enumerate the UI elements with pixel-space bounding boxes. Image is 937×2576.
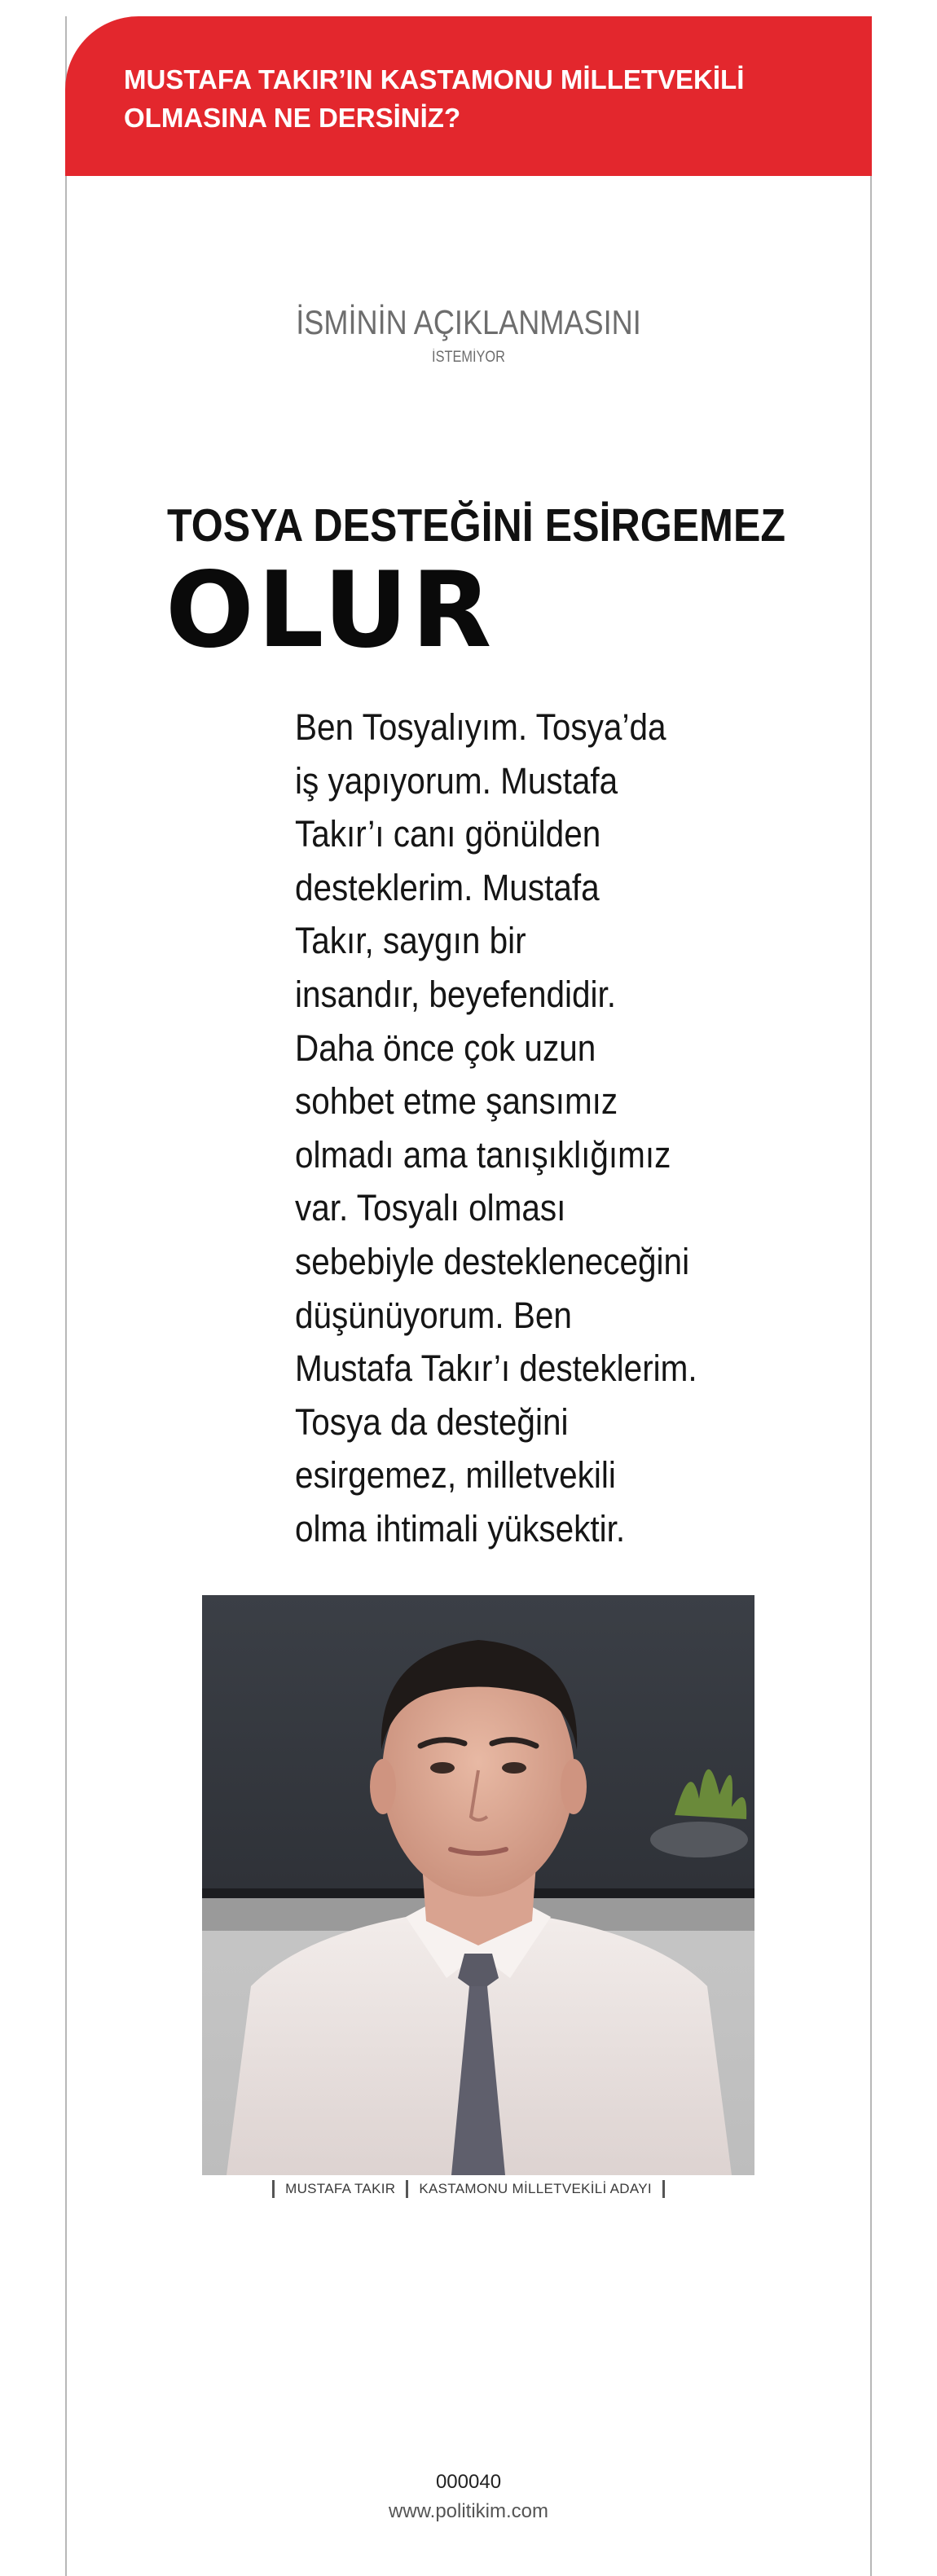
page-code: 000040 — [435, 2471, 502, 2493]
site-url: www.politikim.com — [388, 2500, 549, 2522]
question-banner — [65, 16, 872, 176]
respondent-subtitle: İSTEMİYOR — [432, 349, 505, 366]
banner-question: MUSTAFA TAKIR’IN KASTAMONU MİLLETVEKİLİ OLMASINA NE DERSİNİZ? — [124, 64, 745, 133]
quote-line: Daha önce çok uzun — [295, 1026, 596, 1069]
quote-line: Ben Tosyalıyım. Tosya’da — [295, 706, 666, 748]
headline-main: OLUR — [165, 550, 495, 671]
quote-line: düşünüyorum. Ben — [295, 1294, 572, 1336]
photo-caption — [0, 2180, 937, 2198]
quote-line: var. Tosyalı olması — [295, 1187, 566, 1229]
quote-line: desteklerim. Mustafa — [295, 866, 600, 908]
quote-line: Takır’ı canı gönülden — [295, 813, 601, 855]
quote-line: sebebiyle destekleneceğini — [295, 1240, 690, 1282]
candidate-photo — [202, 1595, 754, 2175]
headline-kicker: TOSYA DESTEĞİNİ ESİRGEMEZ — [167, 499, 786, 552]
quote-line: esirgemez, milletvekili — [295, 1454, 616, 1497]
caption-divider — [272, 2180, 275, 2198]
quote-line: olma ihtimali yüksektir. — [295, 1507, 626, 1550]
quote-line: iş yapıyorum. Mustafa — [295, 759, 618, 802]
quote-line: insandır, beyefendidir. — [295, 973, 617, 1015]
respondent-name: İSMİNİN AÇIKLANMASINI — [296, 303, 641, 341]
quote-line: Mustafa Takır’ı desteklerim. — [295, 1347, 697, 1390]
caption-divider — [662, 2180, 665, 2198]
quote-line: Takır, saygın bir — [295, 920, 526, 962]
caption-divider — [406, 2180, 408, 2198]
quote-body — [295, 701, 697, 1556]
quote-line: sohbet etme şansımız — [295, 1080, 618, 1123]
quote-line: olmadı ama tanışıklığımız — [295, 1133, 671, 1176]
quote-line: Tosya da desteğini — [295, 1400, 569, 1443]
caption-name: MUSTAFA TAKIR — [285, 2181, 396, 2196]
caption-role: KASTAMONU MİLLETVEKİLİ ADAYI — [419, 2181, 652, 2196]
